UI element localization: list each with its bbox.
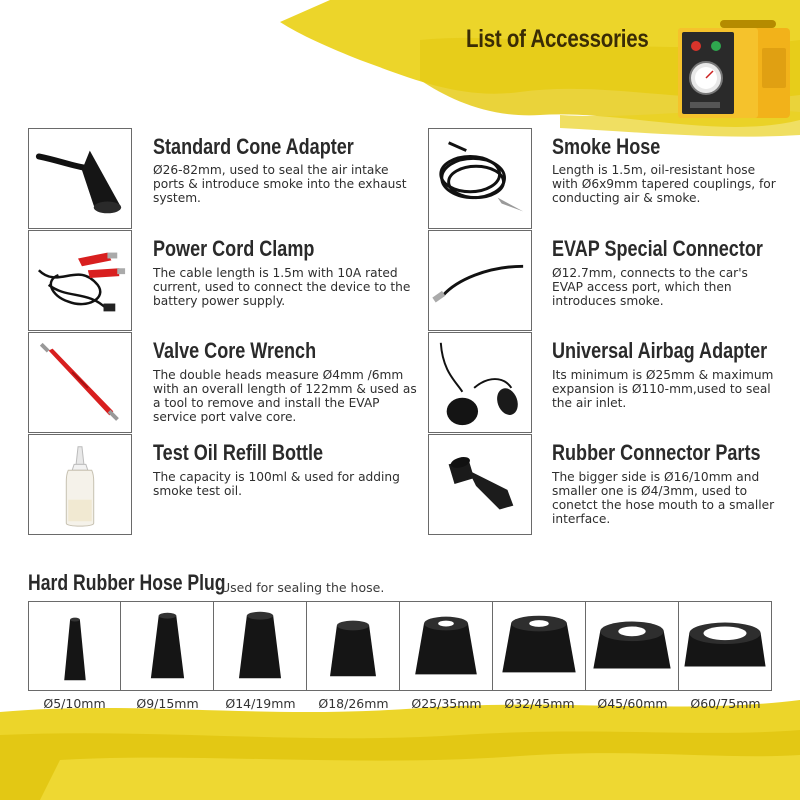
plug-size-label: Ø18/26mm [318, 696, 389, 711]
rubber-plug-icon [679, 602, 771, 690]
plug-strip [28, 601, 772, 691]
item-desc-cone-adapter: Ø26-82mm, used to seal the air intake ports & introduce smoke into the exhaust system. [153, 163, 407, 205]
item-desc-smoke-hose: Length is 1.5m, oil-resistant hose with Ø6x9mm tapered couplings, for conducting air & smoke. [552, 163, 776, 205]
smoke-machine-image [676, 18, 794, 120]
valve-wrench-thumb [28, 332, 132, 433]
plug-size-label: Ø9/15mm [136, 696, 199, 711]
item-title-cone-adapter: Standard Cone Adapter [153, 134, 354, 159]
plug-section-subtitle: Used for sealing the hose. [221, 580, 385, 595]
rubber-plug-icon [493, 602, 585, 690]
plug-size-label: Ø32/45mm [504, 696, 575, 711]
plug-cell [586, 601, 679, 691]
rubber-plug-icon [586, 602, 678, 690]
item-desc-oil-bottle: The capacity is 100ml & used for adding smoke test oil. [153, 470, 400, 498]
rubber-plug-icon [214, 602, 306, 690]
item-desc-rubber-connector: The bigger side is Ø16/10mm and smaller one is Ø4/3mm, used to conetct the hose mouth to a smaller interface. [552, 470, 775, 526]
plug-cell [307, 601, 400, 691]
item-title-airbag-adapter: Universal Airbag Adapter [552, 338, 768, 363]
item-desc-valve-wrench: The double heads measure Ø4mm /6mm with an overall length of 122mm & used as a tool to remove and install the EVAP service port valve core. [153, 368, 417, 424]
airbag-adapter-thumb [428, 332, 532, 433]
item-desc-airbag-adapter: Its minimum is Ø25mm & maximum expansion is Ø110-mm,used to seal the air inlet. [552, 368, 774, 410]
power-clamp-thumb [28, 230, 132, 331]
rubber-plug-icon [307, 602, 399, 690]
plug-size-label: Ø60/75mm [690, 696, 761, 711]
item-title-oil-bottle: Test Oil Refill Bottle [153, 440, 324, 465]
plug-cell [400, 601, 493, 691]
item-title-power-clamp: Power Cord Clamp [153, 236, 315, 261]
item-title-rubber-connector: Rubber Connector Parts [552, 440, 761, 465]
item-title-valve-wrench: Valve Core Wrench [153, 338, 317, 363]
item-desc-power-clamp: The cable length is 1.5m with 10A rated current, used to connect the device to the battery power supply. [153, 266, 411, 308]
rubber-plug-icon [121, 602, 213, 690]
plug-cell [28, 601, 121, 691]
cone-adapter-thumb [28, 128, 132, 229]
plug-size-label: Ø25/35mm [411, 696, 482, 711]
rubber-connector-icon [429, 435, 531, 534]
page-title: List of Accessories [466, 25, 649, 53]
plug-section-title: Hard Rubber Hose Plug [28, 570, 226, 595]
plug-size-label: Ø45/60mm [597, 696, 668, 711]
smoke-hose-icon [429, 129, 531, 228]
item-title-evap-connector: EVAP Special Connector [552, 236, 763, 261]
plug-size-label: Ø5/10mm [43, 696, 106, 711]
oil-bottle-icon [29, 435, 131, 534]
rubber-plug-icon [29, 602, 120, 690]
evap-connector-icon [429, 231, 531, 330]
item-title-smoke-hose: Smoke Hose [552, 134, 661, 159]
rubber-connector-thumb [428, 434, 532, 535]
cone-adapter-icon [29, 129, 131, 228]
rubber-plug-icon [400, 602, 492, 690]
evap-connector-thumb [428, 230, 532, 331]
oil-bottle-thumb [28, 434, 132, 535]
plug-cell [493, 601, 586, 691]
plug-size-label: Ø14/19mm [225, 696, 296, 711]
power-clamp-icon [29, 231, 131, 330]
airbag-adapter-icon [429, 333, 531, 432]
plug-cell [121, 601, 214, 691]
plug-cell [679, 601, 772, 691]
plug-cell [214, 601, 307, 691]
smoke-hose-thumb [428, 128, 532, 229]
valve-wrench-icon [29, 333, 131, 432]
item-desc-evap-connector: Ø12.7mm, connects to the car's EVAP access port, which then introduces smoke. [552, 266, 748, 308]
